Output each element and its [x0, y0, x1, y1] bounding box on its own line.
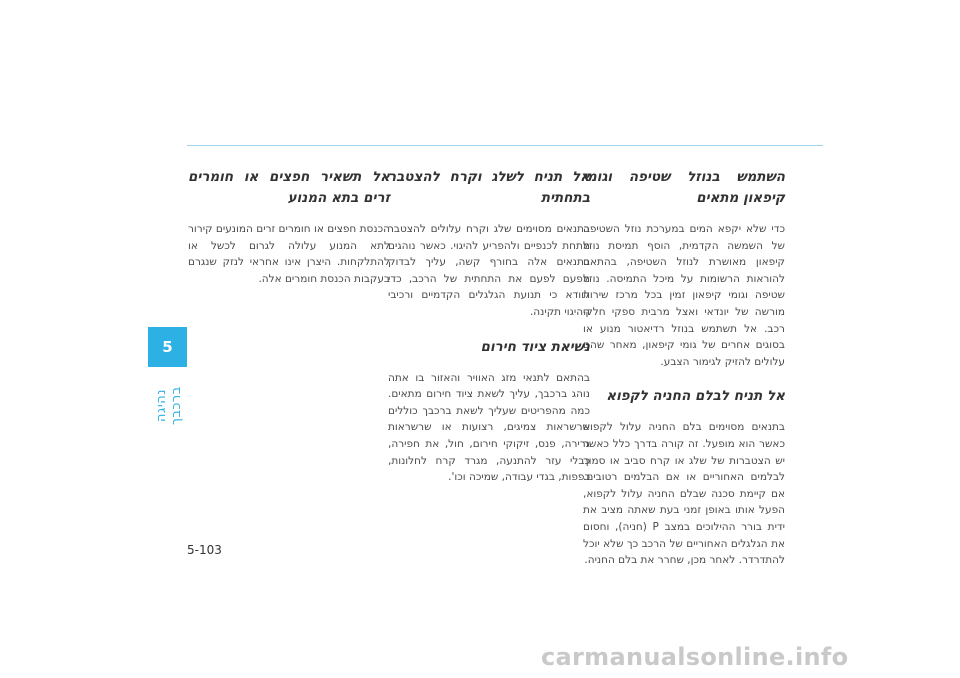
heading-washer-fluid: השתמש בנוזל שטיפה וגומי קיפאון מתאים	[583, 169, 785, 206]
column-right	[583, 167, 785, 569]
paragraph-snow-ice: בתנאים מסוימים שלג וקרח עלולים להצטבר מתחת לכנפיים ולהפריע להיגוי. כאשר נוהגים בתנאים אלה בחורף קשה, עליך לבדוק מפעם לפעם את התחתית של הרכב, כדי לוודא כי תנועת הגלגלים הקדמיים ורכיבי ההיגוי תקינה.	[388, 223, 590, 318]
paragraph-engine-compartment: הכנסת חפצים או חומרים זרים המונעים קירור לתא המנוע עלולה לגרום לכשל או להתלקחות. היצרן אינו אחראי לנזק שנגרם בעקבות הכנסת חומרים אלה.	[188, 223, 390, 285]
column-left	[188, 167, 390, 287]
chapter-tab	[148, 327, 187, 367]
heading-emergency-equipment: נשיאת ציוד חירום	[480, 338, 590, 355]
page-number: 5-103	[187, 543, 222, 557]
heading-parking-brake: אל תניח לבלם החניה לקפוא	[606, 388, 785, 405]
paragraph-parking-brake: בתנאים מסוימים בלם החניה עלול לקפוא כאשר הוא מופעל. זה קורה בדרך כלל כאשר יש הצטברות של שלג או קרח סביב או סמוך לבלמים האחוריים או אם הבלמים רטובים. אם קיימת סכנה שבלם החניה עלול לקפוא, הפעל אותו באופן זמני בעת שאתה מציב את ידית בורר ההילוכים במצב P (חניה), וחסום את הגלגלים האחוריים של הרכב כך שלא יוכל להתדרדר. לאחר מכן, שחרר את בלם החניה.	[583, 421, 786, 567]
chapter-label: נהיגה ברכבך	[154, 386, 184, 426]
heading-snow-ice: אל תניח לשלג וקרח להצטבר בתחתית	[388, 169, 590, 206]
paragraph-emergency-equipment: בהתאם לתנאי מזג האוויר והאזור בו אתה נוהג ברכבך, עליך לשאת ציוד חירום מתאים. כמה מהפריטים שעליך לשאת ברכבך כוללים שרשראות צמיגים, רצועות או שרשראות גרירה, פנס, זיקוקי חירום, חול, את חפירה, כבלי עזר להתנעה, מגרד קרח לחלונות, כפפות, בגדי עבודה, שמיכה וכו'.	[388, 371, 590, 484]
chapter-number: 5	[162, 338, 173, 356]
watermark: carmanualsonline.info	[541, 643, 849, 671]
top-rule	[187, 145, 823, 146]
column-middle	[388, 167, 590, 486]
heading-engine-compartment: אל תשאיר חפצים או חומרים זרים בתא המנוע	[188, 169, 390, 206]
paragraph-washer-fluid: כדי שלא יקפא המים במערכת נוזל השטיפה של השמשה הקדמית, הוסף תמיסת נוזל קיפאון מאושרת לנוזל השטיפה, בהתאם להוראות הרשומות על מיכל התמיסה. נוזל שטיפה וגומי קיפאון זמין בכל מרכז שירות מורשה של יונדאי ואצל מרבית ספקי חלקי רכב. אל תשתמש בנוזל רדיאטור מנוע או בסוגים אחרים של גומי קיפאון, מאחר שהם עלולים להזיק לגימור הצבע.	[583, 223, 785, 368]
